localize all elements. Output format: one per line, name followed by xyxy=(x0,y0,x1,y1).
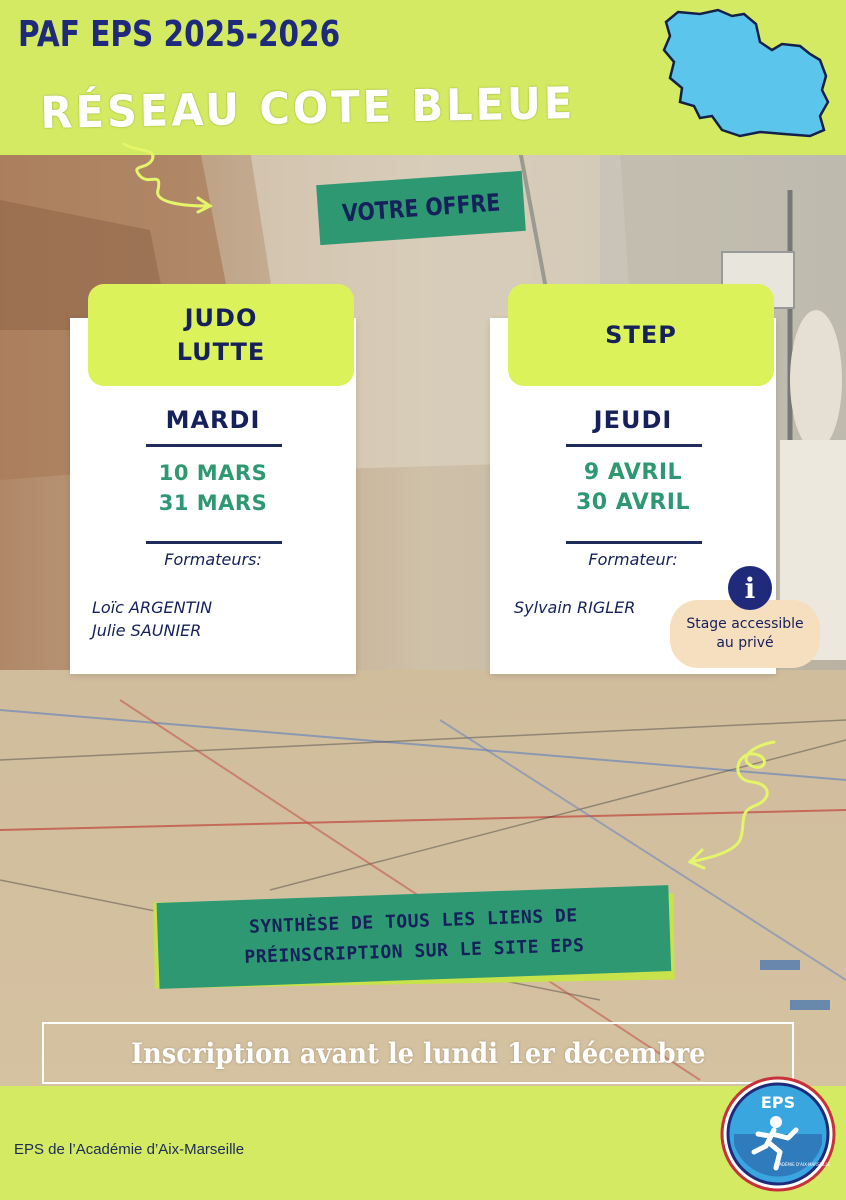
banner-line: SYNTHÈSE DE TOUS LES LIENS DE xyxy=(248,905,579,938)
sport-name: STEP xyxy=(605,321,677,349)
course-day: MARDI xyxy=(165,406,261,434)
banner-text xyxy=(157,885,672,989)
decorative-squiggle-icon xyxy=(118,140,228,220)
divider xyxy=(146,541,282,544)
page-title: PAF EPS 2025-2026 xyxy=(18,14,341,55)
divider xyxy=(566,444,702,447)
logo-label: EPS xyxy=(760,1093,796,1112)
course-date: 9 AVRIL xyxy=(583,460,683,485)
course-date: 30 AVRIL xyxy=(576,490,690,515)
sport-name: JUDO xyxy=(184,304,258,332)
trainer-list xyxy=(514,596,635,619)
page-subtitle: RÉSEAU COTE BLEUE xyxy=(40,78,576,139)
trainer-name: Julie SAUNIER xyxy=(92,621,202,640)
divider xyxy=(146,444,282,447)
course-dates xyxy=(70,458,356,518)
info-icon: i xyxy=(728,566,772,610)
trainer-list xyxy=(92,596,212,642)
course-card-judo xyxy=(70,304,356,674)
trainer-label: Formateur: xyxy=(588,550,678,569)
region-map-icon xyxy=(660,6,832,142)
trainer-label: Formateurs: xyxy=(164,550,262,569)
note-line: Stage accessible xyxy=(686,616,804,632)
sport-name-line2: LUTTE xyxy=(176,338,266,366)
deadline-text: Inscription avant le lundi 1er décembre xyxy=(130,1036,706,1070)
course-day: JEUDI xyxy=(593,406,673,434)
course-date: 31 MARS xyxy=(158,491,268,515)
card-header xyxy=(508,284,774,386)
eps-logo xyxy=(718,1074,838,1194)
preinscription-links-banner[interactable] xyxy=(152,883,675,997)
trainer-name: Loïc ARGENTIN xyxy=(92,598,213,617)
decorative-arrow-icon xyxy=(680,736,790,876)
course-dates xyxy=(490,458,776,518)
trainer-name: Sylvain RIGLER xyxy=(514,598,636,617)
banner-line: PRÉINSCRIPTION SUR LE SITE EPS xyxy=(244,935,585,968)
note-line: au privé xyxy=(716,635,774,651)
logo-small-text: ACADÉMIE D'AIX-MARSEILLE xyxy=(773,1162,831,1167)
offer-tag-label: VOTRE OFFRE xyxy=(341,188,501,228)
registration-deadline xyxy=(42,1022,794,1084)
card-header xyxy=(88,284,354,386)
divider xyxy=(566,541,702,544)
footer-credit: EPS de l’Académie d’Aix-Marseille xyxy=(14,1141,245,1158)
course-date: 10 MARS xyxy=(158,461,268,485)
private-access-note xyxy=(670,600,820,668)
